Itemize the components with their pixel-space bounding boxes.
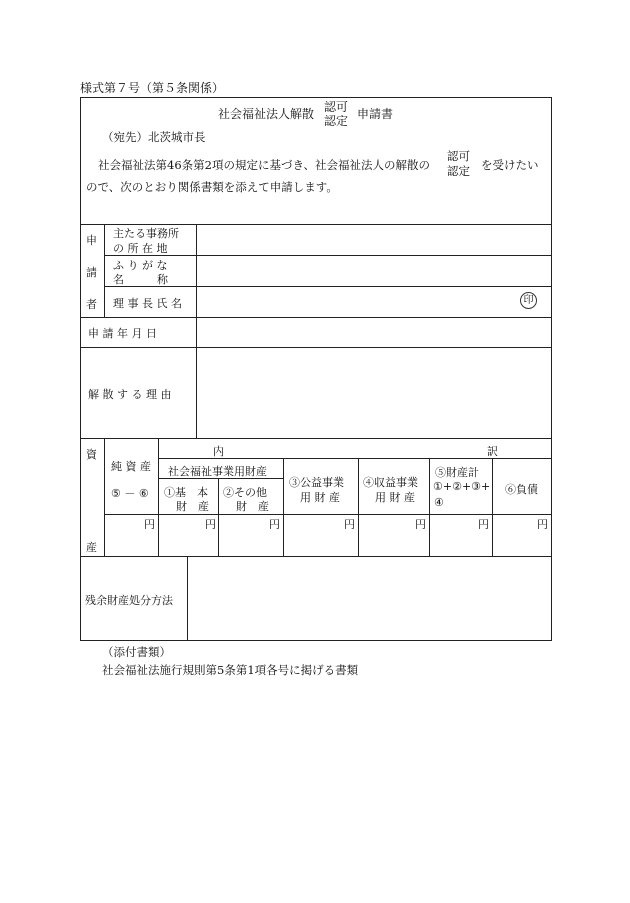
rule-name-bottom (104, 286, 552, 287)
residual-property-label: 残余財産処分方法 (85, 594, 173, 607)
rule-applicant-side (104, 224, 105, 318)
applicant-side-3: 者 (86, 298, 97, 311)
applicant-side-2: 請 (86, 266, 97, 279)
net-assets-label: 純 資 産 (111, 460, 151, 473)
unit-liabilities: 円 (537, 518, 548, 531)
profit-property-label-2: 用 財 産 (375, 491, 415, 504)
other-property-label-2: 財 産 (236, 500, 269, 513)
unit-basic: 円 (205, 518, 216, 531)
breakdown-right: 訳 (487, 445, 498, 458)
title-suffix: 申請書 (357, 107, 394, 121)
rule-basic-col (218, 478, 219, 556)
rule-profit-col (429, 458, 430, 556)
chairman-label: 理 事 長 氏 名 (113, 297, 182, 310)
rule-assets-side (104, 438, 105, 556)
furigana-label: ふ り が な (113, 259, 168, 272)
rule-reason-bottom (80, 438, 552, 439)
unit-net: 円 (144, 518, 155, 531)
public-property-label-1: ③公益事業 (289, 476, 344, 489)
assets-side-top: 資 (86, 448, 97, 461)
basic-property-label-2: 財 産 (176, 500, 209, 513)
dissolution-reason-label: 解 散 す る 理 由 (88, 388, 172, 401)
liabilities-label: ⑥負債 (505, 483, 538, 496)
attachments-label: （添付書類） (102, 645, 171, 659)
total-property-label-1: ⑤財産計 (435, 466, 479, 479)
frame-bottom (80, 640, 552, 641)
rule-label-col (196, 224, 197, 439)
rule-welfare-col (283, 458, 284, 556)
total-property-label-2: ①+②+③+ (433, 480, 491, 493)
rule-applicant-bottom (80, 317, 552, 318)
unit-profit: 円 (415, 518, 426, 531)
total-property-label-3: ④ (434, 496, 444, 509)
public-property-label-2: 用 財 産 (300, 491, 340, 504)
office-label-2: の 所 在 地 (113, 242, 168, 255)
rule-net-col (158, 438, 159, 556)
welfare-property-label: 社会福祉事業用財産 (168, 465, 267, 478)
title-option-approval: 認可 (324, 100, 349, 114)
breakdown-left: 内 (213, 445, 224, 458)
frame-right (551, 97, 552, 641)
body-line1: 社会福祉法第46条第2項の規定に基づき、社会福祉法人の解散の (98, 158, 430, 172)
unit-other: 円 (269, 518, 280, 531)
basic-property-label-1: ①基 本 (164, 486, 208, 499)
form-number: 様式第７号（第５条関係） (80, 81, 225, 95)
frame-left (80, 97, 81, 641)
rule-assets-bottom (80, 556, 552, 557)
rule-residual-col (187, 556, 188, 641)
body-line2: ので、次のとおり関係書類を添えて申請します。 (86, 180, 338, 194)
unit-total: 円 (478, 518, 489, 531)
rule-assets-values (104, 514, 552, 515)
body-option-approval: 認可 (447, 149, 470, 163)
body-line1-suffix: を受けたい (481, 158, 539, 172)
title-option-certification: 認定 (324, 114, 349, 128)
net-assets-formula: ⑤ － ⑥ (111, 487, 149, 500)
assets-side-bottom: 産 (86, 541, 97, 554)
unit-public: 円 (344, 518, 355, 531)
rule-office-bottom (104, 255, 552, 256)
page-title: 社会福祉法人解散 (218, 107, 315, 121)
rule-public-col (358, 458, 359, 556)
seal-icon: 印 (520, 292, 537, 309)
other-property-label-1: ②その他 (223, 486, 267, 499)
rule-date-bottom (80, 347, 552, 348)
body-option-certification: 認定 (447, 164, 470, 178)
addressee: （宛先）北茨城市長 (102, 130, 206, 144)
frame-top (80, 97, 552, 98)
rule-total-col (492, 458, 493, 556)
applicant-side-1: 申 (86, 234, 97, 247)
attachments-text: 社会福祉法施行規則第5条第1項各号に掲げる書類 (102, 663, 359, 677)
application-date-label: 申 請 年 月 日 (88, 327, 157, 340)
office-label-1: 主たる事務所 (113, 227, 179, 240)
profit-property-label-1: ④収益事業 (363, 476, 418, 489)
name-label: 名 称 (113, 273, 168, 286)
